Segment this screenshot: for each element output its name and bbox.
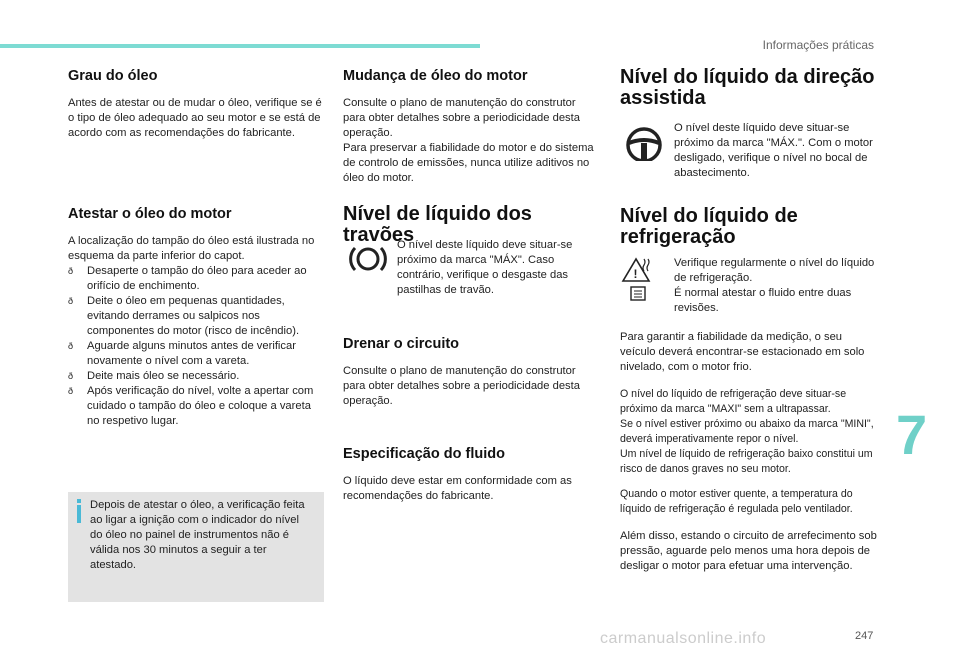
page-number: 247 [855,630,874,642]
section-power-steering [620,66,878,179]
info-icon [76,499,82,523]
coolant-paragraph-4: Além disso, estando o circuito de arrefecimento sob pressão, aguarde pelo menos uma hora depois de desligar o motor para efetuar uma intervenção. [620,530,877,572]
steering-wheel-icon [620,121,672,161]
svg-text:!: ! [633,267,638,281]
coolant-paragraph-3: Quando o motor estiver quente, a temperatura do líquido de refrigeração é regulada pelo ventilador. [620,488,853,515]
section-fluid-spec [343,446,601,504]
section-oil-grade [68,68,324,141]
section-coolant [620,205,878,572]
section-drain [343,336,601,409]
oil-topup-heading: Atestar o óleo do motor [68,206,232,222]
brake-fluid-text: O nível deste líquido deve situar-se próximo da marca "MÁX". Caso contrário, verifique o desgaste das pastilhas de travão. [397,239,573,296]
info-box [68,492,324,602]
coolant-icon-text: Verifique regularmente o nível do líquido de refrigeração. É normal atestar o fluido entre duas revisões. [674,257,875,314]
oil-grade-heading: Grau do óleo [68,68,158,84]
fluid-spec-text: O líquido deve estar em conformidade com as recomendações do fabricante. [343,475,572,502]
power-steering-text: O nível deste líquido deve situar-se próximo da marca "MÁX.". Com o motor desligado, verifique o nível no bocal de abastecimento. [674,122,873,179]
watermark: carmanualsonline.info [600,630,767,647]
coolant-row [620,256,878,316]
brake-warning-icon [343,238,395,278]
coolant-heading: Nível do líquido de refrigeração [620,205,798,248]
header-accent-bar [0,44,480,48]
list-item: ð Deite mais óleo se necessário. [68,369,324,384]
oil-change-text-2: Para preservar a fiabilidade do motor e do sistema de controlo de emissões, nunca utilize aditivos no óleo do motor. [343,142,594,184]
coolant-paragraph-2: O nível do líquido de refrigeração deve situar-se próximo da marca "MAXI" sem a ultrapassar. Se o nível estiver próximo ou abaixo da marca "MINI", deverá imperativamente repor o nível. Um nível de líquido de refrigeração baixo constitui um risco de danos graves no seu motor. [620,388,874,475]
section-brake-fluid [343,203,601,296]
drain-text: Consulte o plano de manutenção do construtor para obter detalhes sobre a periodicidade desta operação. [343,365,580,407]
list-item: ð Após verificação do nível, volte a apertar com cuidado o tampão do óleo e coloque a vareta no respetivo lugar. [68,384,324,429]
power-steering-row [620,121,878,181]
info-text: Depois de atestar o óleo, a verificação feita ao ligar a ignição com o indicador do nível do óleo no painel de instrumentos não é válida nos 30 minutos a seguir a ter atestado. [90,499,305,571]
drain-heading: Drenar o circuito [343,336,460,352]
chapter-number: 7 [896,403,928,466]
oil-change-text-1: Consulte o plano de manutenção do construtor para obter detalhes sobre a periodicidade desta operação. [343,97,580,139]
list-item: ð Aguarde alguns minutos antes de verificar novamente o nível com a vareta. [68,339,324,369]
list-item: ð Deite o óleo em pequenas quantidades, evitando derrames ou salpicos nos componentes do motor (risco de incêndio). [68,294,324,339]
hot-coolant-warning-icon [620,256,672,306]
brake-fluid-row [343,238,601,298]
list-item: ð Desaperte o tampão do óleo para aceder ao orifício de enchimento. [68,264,324,294]
oil-grade-text: Antes de atestar ou de mudar o óleo, verifique se é o tipo de óleo adequado ao seu motor e se está de acordo com as recomendações do fabricante. [68,97,322,139]
section-oil-topup [68,206,324,429]
coolant-paragraph-1: Para garantir a fiabilidade da medição, o seu veículo deverá encontrar-se estacionado em solo nivelado, com o motor frio. [620,331,865,373]
oil-topup-steps [68,264,324,429]
section-oil-change [343,68,601,186]
brake-fluid-heading: Nível de líquido dos travões [343,203,532,246]
coolant-paragraphs [620,330,878,574]
oil-topup-intro: A localização do tampão do óleo está ilustrada no esquema da parte inferior do capot. [68,235,315,262]
power-steering-heading: Nível do líquido da direção assistida [620,66,875,109]
oil-change-heading: Mudança de óleo do motor [343,68,528,84]
fluid-spec-heading: Especificação do fluido [343,446,505,462]
page-header-title: Informações práticas [762,38,874,52]
